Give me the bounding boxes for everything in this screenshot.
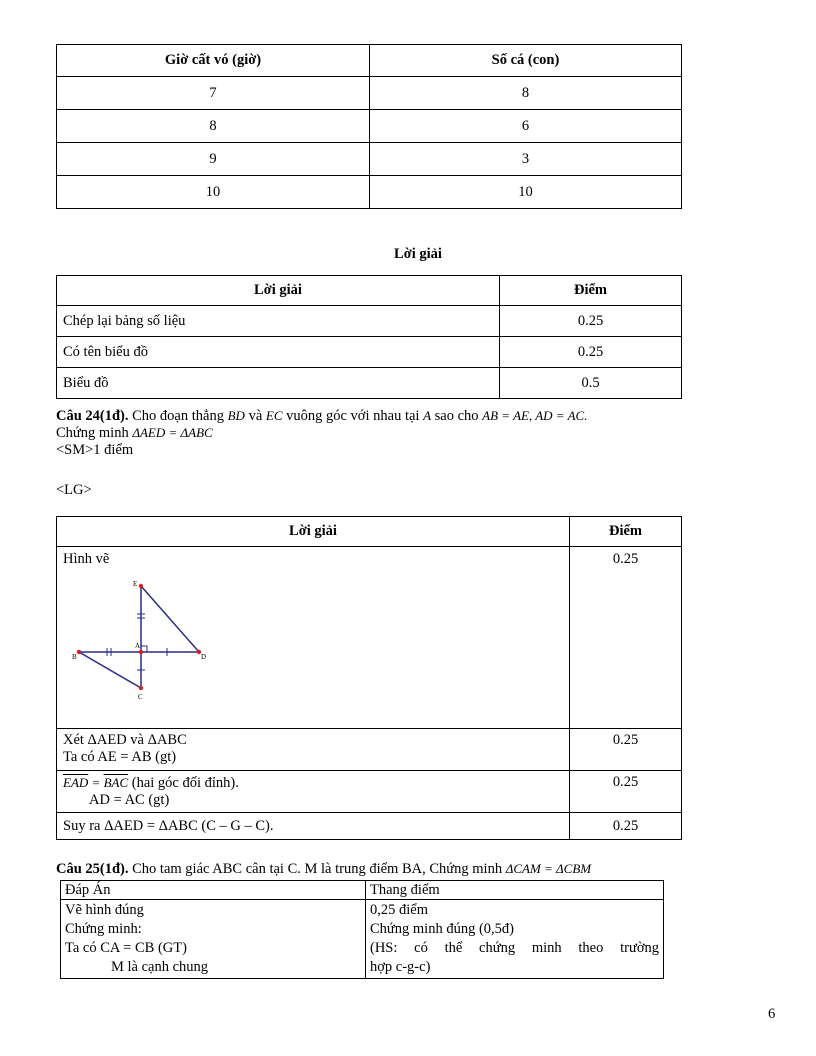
label-a: A [135, 642, 141, 650]
angle-ead: $\overline{EAD}$ [63, 775, 89, 790]
grading-score: 0.25 [570, 771, 682, 813]
label-d: D [201, 653, 207, 661]
page-number: 6 [768, 1006, 776, 1022]
grading-cell: Suy ra ΔAED = ΔABC (C – G – C). [57, 813, 570, 840]
question-text: sao cho [431, 408, 483, 424]
section-title: Lời giải [394, 246, 442, 262]
grading-header: Lời giải [57, 517, 570, 547]
question-text: vuông góc với nhau tại [282, 408, 424, 424]
score-line: (HS: có thể chứng minh theo trường [370, 940, 659, 956]
point-b [77, 650, 81, 654]
grading-score: 0.25 [570, 813, 682, 840]
grading-score: 0.25 [570, 729, 682, 771]
proof-line: Ta có AE = AB (gt) [63, 749, 177, 765]
table-cell: 10 [57, 176, 370, 209]
question-24-line2 [56, 425, 213, 442]
question-text: Cho tam giác ABC cân tại C. M là trung điểm BA, Chứng minh [128, 861, 506, 877]
table-cell: 9 [57, 143, 370, 176]
grading-cell: Có tên biểu đồ [57, 337, 500, 368]
grading-score: 0.25 [570, 547, 682, 729]
grading-cell [57, 771, 570, 813]
grading-header: Điểm [570, 517, 682, 547]
grading-cell [57, 729, 570, 771]
math-text: = [88, 775, 104, 790]
figure-cell [57, 547, 570, 729]
math-text: AB = AE, AD = AC. [482, 408, 588, 423]
fish-table [56, 44, 682, 209]
math-text: EC [265, 408, 283, 423]
grading-table-2 [56, 516, 682, 840]
grading-table-1 [56, 275, 682, 399]
math-text: ΔCAM = ΔCBM [505, 861, 592, 876]
table-cell: 3 [370, 143, 682, 176]
point-e [139, 584, 143, 588]
answer-line: Vẽ hình đúng [65, 902, 144, 918]
grading-cell: Chép lại bảng số liệu [57, 306, 500, 337]
question-25 [56, 861, 591, 878]
segment-ed [141, 586, 199, 652]
math-text: BD [227, 408, 245, 423]
proof-text: (hai góc đối đỉnh). [128, 775, 239, 791]
label-b: B [72, 653, 77, 661]
table-cell: 10 [370, 176, 682, 209]
proof-line: Xét ΔAED và ΔABC [63, 732, 187, 748]
sm-tag: <SM>1 điểm [56, 442, 134, 458]
label-c: C [138, 693, 143, 701]
answer-line: Ta có CA = CB (GT) [65, 940, 187, 956]
answer-line: M là cạnh chung [111, 959, 209, 975]
grading-header: Lời giải [57, 276, 500, 306]
triangle-figure [59, 568, 219, 708]
question-text: Chứng minh [56, 425, 133, 441]
answer-cell [61, 900, 366, 979]
math-text: A [423, 408, 432, 423]
fish-table-header: Giờ cất vó (giờ) [57, 45, 370, 77]
lg-tag: <LG> [56, 482, 92, 498]
point-a [139, 650, 143, 654]
score-line: 0,25 điểm [370, 902, 428, 918]
angle-bac: $\overline{BAC}$ [103, 775, 129, 790]
grading-cell: Biểu đồ [57, 368, 500, 399]
grading-header: Đáp Án [61, 881, 366, 900]
grading-score: 0.25 [500, 337, 682, 368]
point-c [139, 686, 143, 690]
question-label: Câu 24(1đ). [56, 408, 129, 424]
grading-table-3 [60, 880, 664, 979]
grading-score: 0.5 [500, 368, 682, 399]
math-text: ΔAED = ΔABC [132, 425, 213, 440]
fish-table-header: Số cá (con) [370, 45, 682, 77]
question-24 [56, 408, 780, 425]
figure-label: Hình vẽ [63, 551, 110, 567]
answer-line: Chứng minh: [65, 921, 142, 937]
table-cell: 8 [370, 77, 682, 110]
table-cell: 6 [370, 110, 682, 143]
score-cell [366, 900, 664, 979]
question-text: và [244, 408, 266, 424]
table-cell: 8 [57, 110, 370, 143]
table-cell: 7 [57, 77, 370, 110]
grading-header: Điểm [500, 276, 682, 306]
label-e: E [133, 580, 138, 588]
grading-header: Thang điểm [366, 881, 664, 900]
proof-line: AD = AC (gt) [89, 792, 170, 808]
question-text: Cho đoạn thẳng [128, 408, 228, 424]
question-label: Câu 25(1đ). [56, 861, 129, 877]
score-line: Chứng minh đúng (0,5đ) [370, 921, 514, 937]
score-line: hợp c-g-c) [370, 959, 431, 975]
grading-score: 0.25 [500, 306, 682, 337]
segment-bc [79, 652, 141, 688]
